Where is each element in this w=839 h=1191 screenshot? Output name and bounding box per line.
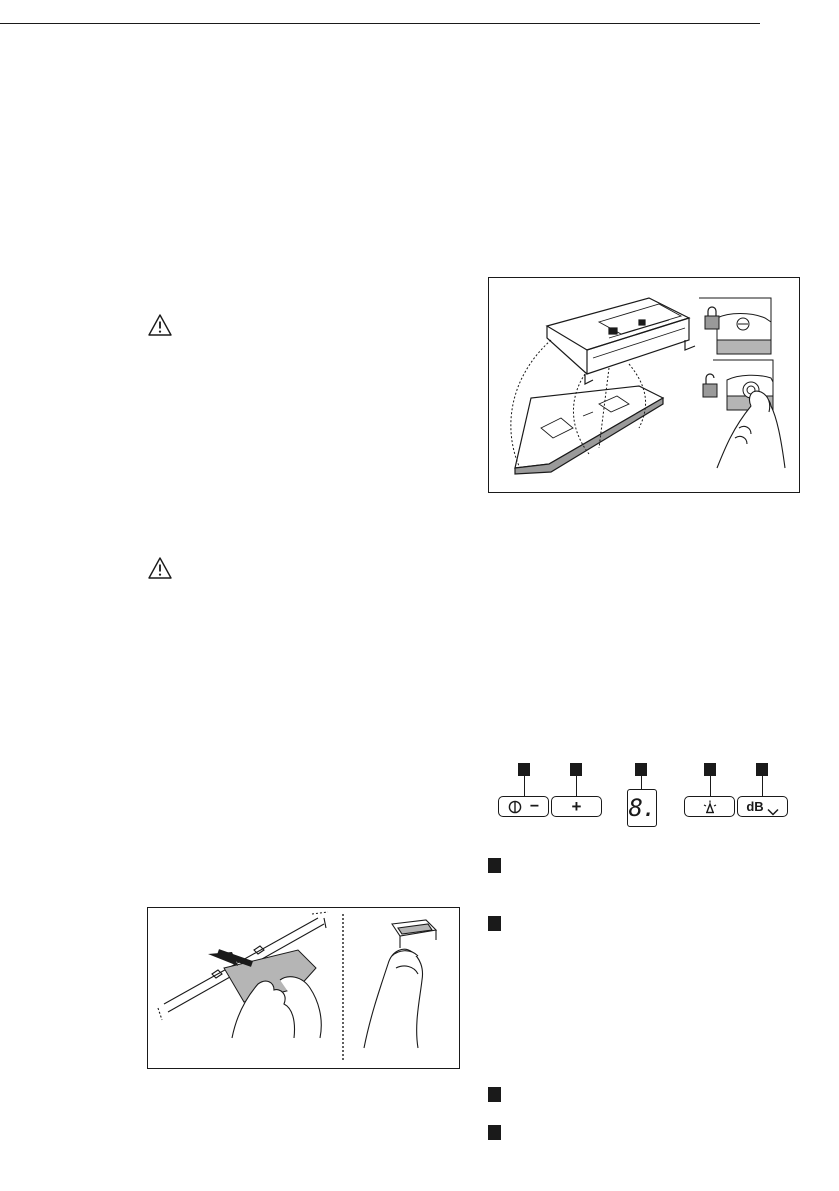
plus-symbol: + bbox=[571, 797, 582, 816]
leader-line bbox=[710, 776, 711, 796]
minus-symbol: − bbox=[529, 797, 540, 815]
db-label: dB bbox=[746, 799, 764, 814]
display-digit: 8. bbox=[628, 794, 656, 822]
legend-badge bbox=[488, 858, 501, 873]
light-button[interactable] bbox=[684, 796, 735, 817]
power-icon bbox=[508, 800, 522, 814]
leader-line bbox=[524, 776, 525, 796]
header-rule bbox=[0, 23, 760, 24]
power-minus-button[interactable] bbox=[498, 796, 549, 817]
chevron-down-icon bbox=[767, 803, 779, 811]
legend-badge bbox=[488, 1125, 501, 1140]
plus-button[interactable] bbox=[551, 796, 602, 817]
warning-triangle-icon bbox=[147, 556, 173, 580]
light-bulb-icon bbox=[702, 800, 718, 814]
filter-removal-illustration bbox=[488, 277, 800, 493]
db-breeze-button[interactable] bbox=[737, 796, 788, 817]
warning-triangle-icon bbox=[147, 313, 173, 337]
callout-number-badge bbox=[704, 763, 716, 776]
leader-line bbox=[641, 776, 642, 789]
callout-number-badge bbox=[570, 763, 582, 776]
seven-segment-display bbox=[627, 789, 657, 827]
callout-number-badge bbox=[756, 763, 768, 776]
legend-badge bbox=[488, 916, 501, 931]
lock-closed-icon bbox=[705, 307, 719, 329]
callout-number-badge bbox=[518, 763, 530, 776]
lock-open-icon bbox=[703, 374, 717, 397]
callout-number-badge bbox=[635, 763, 647, 776]
grease-filter-illustration bbox=[147, 907, 460, 1069]
leader-line bbox=[576, 776, 577, 796]
legend-badge bbox=[488, 1087, 501, 1102]
leader-line bbox=[762, 776, 763, 796]
